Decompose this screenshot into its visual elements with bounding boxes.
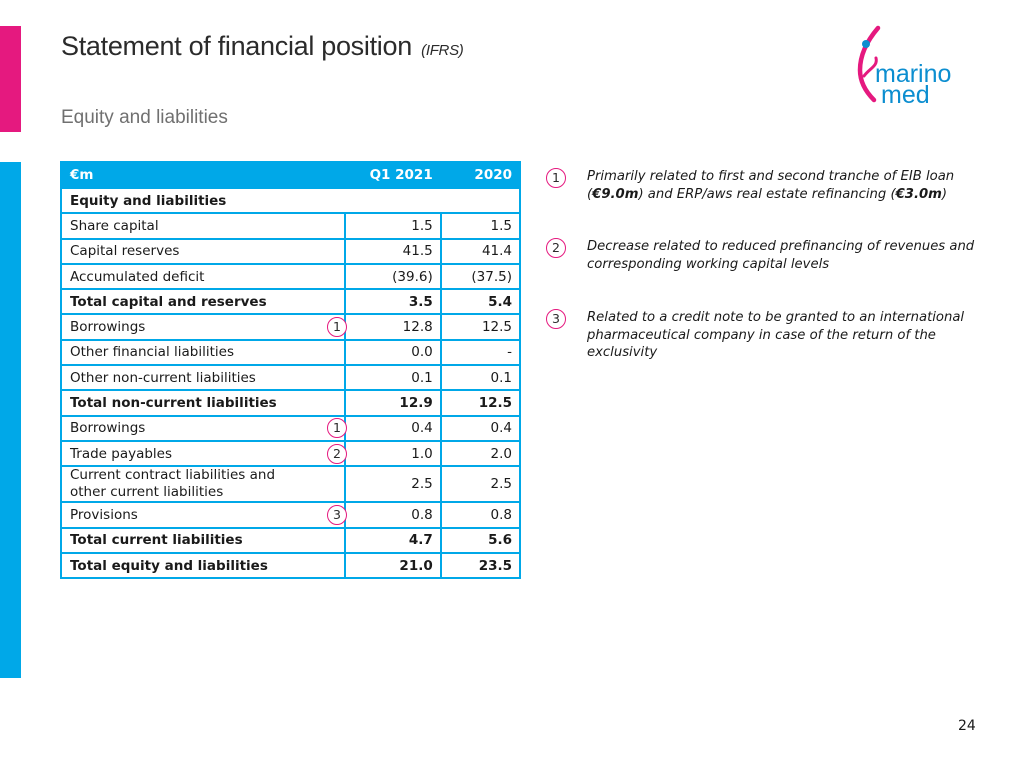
row-label: Other non-current liabilities <box>61 365 345 390</box>
note-3 <box>546 309 976 362</box>
table-total-row <box>61 289 520 314</box>
row-value-q1-2021: 1.0 <box>345 441 441 466</box>
row-label: Other financial liabilities <box>61 340 345 365</box>
row-value-2020: 2.5 <box>441 466 520 502</box>
row-value-2020: 23.5 <box>441 553 520 578</box>
row-label: Borrowings 1 <box>61 416 345 441</box>
note-marker: 1 <box>546 168 566 188</box>
row-value-q1-2021: 4.7 <box>345 528 441 553</box>
header-2020: 2020 <box>441 162 520 188</box>
table-row <box>61 264 520 289</box>
table-row <box>61 441 520 466</box>
row-value-q1-2021: 0.1 <box>345 365 441 390</box>
row-value-q1-2021: 0.0 <box>345 340 441 365</box>
row-label: Borrowings 1 <box>61 314 345 339</box>
table-grand-total-row <box>61 553 520 578</box>
row-label: Accumulated deficit <box>61 264 345 289</box>
note-2 <box>546 238 976 273</box>
table-row <box>61 466 520 502</box>
row-label: Share capital <box>61 213 345 238</box>
table-total-row <box>61 390 520 415</box>
row-value-q1-2021: 3.5 <box>345 289 441 314</box>
row-value-2020: 0.8 <box>441 502 520 527</box>
note-1 <box>546 168 976 203</box>
row-value-2020: 41.4 <box>441 239 520 264</box>
table-section-row <box>61 188 520 213</box>
table-row <box>61 365 520 390</box>
row-value-2020: - <box>441 340 520 365</box>
table-row <box>61 239 520 264</box>
page-title: Statement of financial position (IFRS) <box>61 31 464 61</box>
row-value-q1-2021: 12.8 <box>345 314 441 339</box>
marinomed-logo-text: marino med <box>875 60 952 109</box>
row-value-2020: 2.0 <box>441 441 520 466</box>
row-value-q1-2021: 1.5 <box>345 213 441 238</box>
row-value-2020: 1.5 <box>441 213 520 238</box>
row-value-2020: (37.5) <box>441 264 520 289</box>
table-row <box>61 340 520 365</box>
table-total-row <box>61 528 520 553</box>
footnote-marker-1: 1 <box>327 418 347 438</box>
row-value-2020: 12.5 <box>441 390 520 415</box>
title-suffix: (IFRS) <box>421 42 464 59</box>
row-label: Provisions 3 <box>61 502 345 527</box>
row-value-2020: 0.4 <box>441 416 520 441</box>
table-header-row <box>61 162 520 188</box>
note-marker: 2 <box>546 238 566 258</box>
row-value-q1-2021: 0.8 <box>345 502 441 527</box>
row-value-q1-2021: 41.5 <box>345 239 441 264</box>
page-number: 24 <box>958 718 976 734</box>
row-label: Capital reserves <box>61 239 345 264</box>
row-value-q1-2021: (39.6) <box>345 264 441 289</box>
section-title: Equity and liabilities <box>61 188 520 213</box>
row-value-q1-2021: 2.5 <box>345 466 441 502</box>
row-label: Trade payables 2 <box>61 441 345 466</box>
row-value-2020: 12.5 <box>441 314 520 339</box>
table-row <box>61 416 520 441</box>
header-unit: €m <box>61 162 345 188</box>
row-value-2020: 5.4 <box>441 289 520 314</box>
row-label: Total non-current liabilities <box>61 390 345 415</box>
footnote-marker-3: 3 <box>327 505 347 525</box>
row-value-q1-2021: 12.9 <box>345 390 441 415</box>
footnote-marker-2: 2 <box>327 444 347 464</box>
table-row <box>61 213 520 238</box>
page-subtitle: Equity and liabilities <box>61 107 228 128</box>
accent-bar-blue <box>0 162 21 678</box>
row-value-2020: 0.1 <box>441 365 520 390</box>
row-value-q1-2021: 21.0 <box>345 553 441 578</box>
row-label: Total capital and reserves <box>61 289 345 314</box>
row-label: Current contract liabilities and other current liabilities <box>61 466 345 502</box>
row-label: Total equity and liabilities <box>61 553 345 578</box>
table-row <box>61 314 520 339</box>
note-text: Decrease related to reduced prefinancing of revenues and corresponding working capital levels <box>587 239 975 272</box>
row-value-2020: 5.6 <box>441 528 520 553</box>
financial-position-table <box>60 161 521 579</box>
row-label: Total current liabilities <box>61 528 345 553</box>
note-text: Related to a credit note to be granted to an international pharmaceutical company in case of the return of the exclusivity <box>587 310 965 360</box>
header-q1-2021: Q1 2021 <box>345 162 441 188</box>
row-value-q1-2021: 0.4 <box>345 416 441 441</box>
note-text: Primarily related to first and second tranche of EIB loan (€9.0m) and ERP/aws real estate refinancing (€3.0m) <box>587 169 955 202</box>
accent-bar-pink <box>0 26 21 132</box>
table-row <box>61 502 520 527</box>
note-marker: 3 <box>546 309 566 329</box>
footnote-marker-1: 1 <box>327 317 347 337</box>
